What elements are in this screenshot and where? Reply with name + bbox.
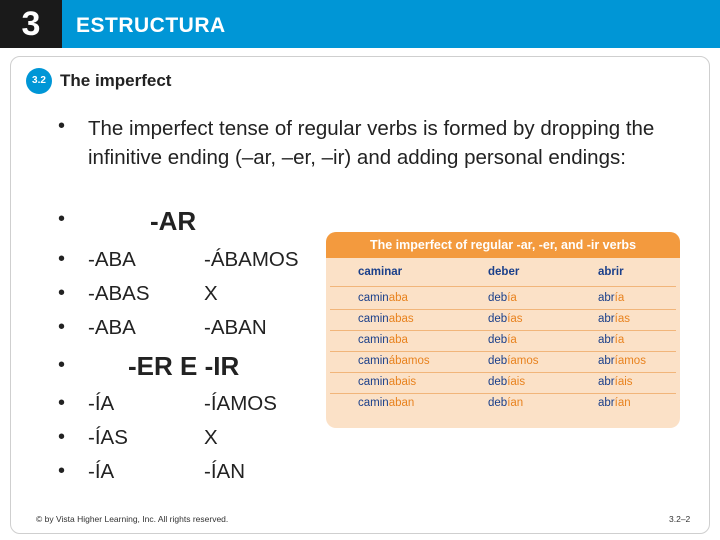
conjugation-cell xyxy=(488,355,539,367)
er-ir-ending-plural: -ÍAN xyxy=(204,460,245,483)
ar-ending-singular: -ABA xyxy=(88,248,136,271)
table-divider xyxy=(330,372,676,373)
verb-ending: ábamos xyxy=(388,355,430,367)
conjugation-cell xyxy=(488,397,523,409)
verb-stem: abr xyxy=(598,376,615,388)
page-number: 3.2–2 xyxy=(669,514,691,524)
conjugation-cell xyxy=(598,397,631,409)
table-divider xyxy=(330,286,676,287)
conjugation-cell xyxy=(358,376,416,388)
table-divider xyxy=(330,393,676,394)
section-heading: ESTRUCTURA xyxy=(76,14,226,37)
er-ir-ending-plural: -ÍAMOS xyxy=(204,392,277,415)
ar-ending-plural: -ÁBAMOS xyxy=(204,248,299,271)
verb-stem: abr xyxy=(598,397,615,409)
verb-ending: ías xyxy=(614,313,630,325)
verb-stem: abr xyxy=(598,334,615,346)
ar-ending-singular: -ABA xyxy=(88,316,136,339)
conjugation-cell xyxy=(598,334,624,346)
er-ir-ending-singular: -ÍA xyxy=(88,460,115,483)
bullet-icon: • xyxy=(58,248,66,270)
table-divider xyxy=(330,351,676,352)
bullet-icon: • xyxy=(58,426,66,448)
copyright-notice: © by Vista Higher Learning, Inc. All rights reserved. xyxy=(36,514,229,524)
column-header-caminar: caminar xyxy=(358,266,403,278)
conjugation-cell xyxy=(358,355,430,367)
verb-ending: aban xyxy=(388,397,415,409)
column-header-deber: deber xyxy=(488,266,520,278)
er-ir-ending-plural: X xyxy=(204,426,218,449)
verb-ending: ía xyxy=(507,292,517,304)
bullet-icon: • xyxy=(58,460,66,482)
bullet-icon: • xyxy=(58,115,66,137)
verb-ending: abas xyxy=(388,313,414,325)
verb-stem: camin xyxy=(358,313,389,325)
verb-ending: ían xyxy=(614,397,631,409)
ar-ending-plural: -ABAN xyxy=(204,316,267,339)
conjugation-cell xyxy=(358,313,414,325)
verb-ending: ías xyxy=(507,313,523,325)
table-divider xyxy=(330,309,676,310)
conjugation-cell xyxy=(358,334,408,346)
verb-ending: ía xyxy=(507,334,517,346)
conjugation-cell xyxy=(488,376,525,388)
er-ir-ending-singular: -ÍA xyxy=(88,392,115,415)
er-ir-heading: -ER E -IR xyxy=(128,351,240,381)
bullet-icon: • xyxy=(58,392,66,414)
verb-ending: abais xyxy=(388,376,417,388)
verb-stem: deb xyxy=(488,397,508,409)
verb-stem: camin xyxy=(358,397,389,409)
table-divider xyxy=(330,330,676,331)
verb-ending: aba xyxy=(388,334,408,346)
conjugation-cell xyxy=(488,334,517,346)
ar-ending-plural: X xyxy=(204,282,218,305)
verb-stem: abr xyxy=(598,355,615,367)
verb-ending: aba xyxy=(388,292,408,304)
verb-stem: deb xyxy=(488,292,508,304)
verb-stem: abr xyxy=(598,313,615,325)
chapter-number: 3 xyxy=(0,0,62,48)
bullet-icon: • xyxy=(58,354,66,376)
bullet-icon: • xyxy=(58,208,66,230)
verb-stem: deb xyxy=(488,334,508,346)
verb-stem: deb xyxy=(488,376,508,388)
subsection-number-badge: 3.2 xyxy=(26,68,52,94)
intro-text: The imperfect tense of regular verbs is formed by dropping the infinitive ending (–ar, –er, –ir) and adding personal endings: xyxy=(88,117,655,169)
verb-stem: deb xyxy=(488,355,508,367)
conjugation-cell xyxy=(598,313,630,325)
conjugation-table-title: The imperfect of regular -ar, -er, and -ir verbs xyxy=(326,232,680,258)
verb-ending: íais xyxy=(614,376,633,388)
verb-stem: camin xyxy=(358,355,389,367)
conjugation-table xyxy=(326,232,680,428)
verb-ending: íamos xyxy=(507,355,539,367)
conjugation-cell xyxy=(358,292,408,304)
verb-stem: camin xyxy=(358,376,389,388)
verb-ending: ía xyxy=(614,334,625,346)
conjugation-cell xyxy=(358,397,414,409)
conjugation-cell xyxy=(488,313,523,325)
bullet-icon: • xyxy=(58,316,66,338)
er-ir-ending-singular: -ÍAS xyxy=(88,426,128,449)
conjugation-cell xyxy=(488,292,517,304)
verb-ending: ían xyxy=(507,397,524,409)
verb-stem: abr xyxy=(598,292,615,304)
verb-ending: ía xyxy=(614,292,625,304)
ar-heading: -AR xyxy=(150,206,197,236)
verb-stem: deb xyxy=(488,313,508,325)
subsection-title: The imperfect xyxy=(60,71,172,90)
verb-ending: íais xyxy=(507,376,526,388)
conjugation-cell xyxy=(598,292,624,304)
ar-ending-singular: -ABAS xyxy=(88,282,150,305)
bullet-icon: • xyxy=(58,282,66,304)
verb-ending: íamos xyxy=(614,355,646,367)
column-header-abrir: abrir xyxy=(598,266,624,278)
conjugation-cell xyxy=(598,355,646,367)
verb-stem: camin xyxy=(358,292,389,304)
verb-stem: camin xyxy=(358,334,389,346)
conjugation-cell xyxy=(598,376,633,388)
